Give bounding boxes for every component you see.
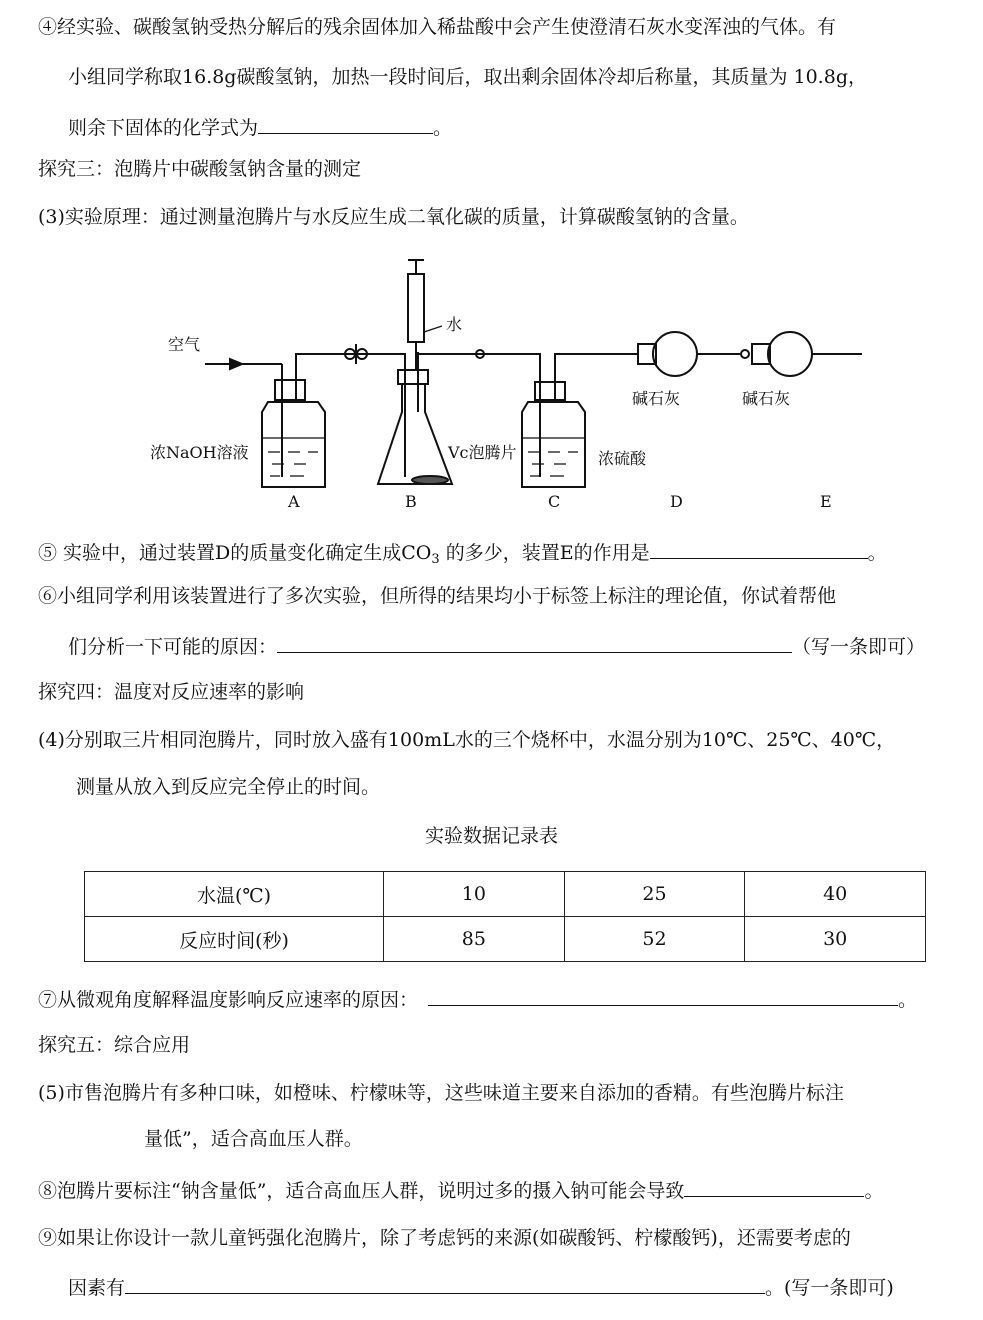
table-title: 实验数据记录表 xyxy=(424,825,558,847)
q6-line-1: ⑥小组同学利用该装置进行了多次实验，但所得的结果均小于标签上标注的理论值，你试着帮他 xyxy=(38,585,837,607)
q6-answer-blank[interactable] xyxy=(277,632,792,653)
q9-line-1: ⑨如果让你设计一款儿童钙强化泡腾片，除了考虑钙的来源(如碳酸钙、柠檬酸钙)，还需要考虑的 xyxy=(38,1227,851,1249)
row-label-temperature: 水温(℃) xyxy=(85,872,384,917)
drying-tube-e xyxy=(741,332,862,376)
section-3-title: 探究三：泡腾片中碳酸氢钠含量的测定 xyxy=(38,158,362,180)
q5-text-2: 的多少，装置E的作用是 xyxy=(439,542,650,564)
q9-note: 。(写一条即可) xyxy=(765,1277,894,1299)
time-cell-1: 85 xyxy=(384,917,565,962)
label-air: 空气 xyxy=(168,335,201,354)
table-row-time xyxy=(85,917,926,962)
tube-c-to-d xyxy=(555,354,630,372)
q5-text: ⑤ 实验中，通过装置D的质量变化确定生成CO xyxy=(38,542,432,564)
q8-text: ⑧泡腾片要标注“钠含量低”，适合高血压人群，说明过多的摄入钠可能会导致 xyxy=(38,1180,685,1202)
q7-line xyxy=(38,985,917,1013)
section-4-line-1: (4)分别取三片相同泡腾片，同时放入盛有100mL水的三个烧杯中，水温分别为10℃、25℃、40℃， xyxy=(38,729,896,751)
section-4-title: 探究四：温度对反应速率的影响 xyxy=(38,681,305,703)
vc-tablet-solid xyxy=(412,476,448,484)
flask-b xyxy=(378,352,452,484)
q8-end: 。 xyxy=(864,1180,884,1202)
time-cell-2: 52 xyxy=(564,917,745,962)
temp-cell-3: 40 xyxy=(745,872,926,917)
q5-line xyxy=(38,538,887,573)
air-arrow-icon xyxy=(230,359,242,369)
q4-line-3-end: 。 xyxy=(433,117,453,139)
q4-answer-blank[interactable] xyxy=(258,113,433,134)
time-cell-3: 30 xyxy=(745,917,926,962)
apparatus-diagram xyxy=(150,252,870,517)
temp-cell-2: 25 xyxy=(564,872,745,917)
q6-line-2 xyxy=(68,632,925,660)
q9-line-2 xyxy=(68,1273,894,1301)
q4-line-1: ④经实验、碳酸氢钠受热分解后的残余固体加入稀盐酸中会产生使澄清石灰水变浑浊的气体。有 xyxy=(38,16,837,38)
q9-text: 因素有 xyxy=(68,1277,126,1299)
tube-b-to-c xyxy=(418,352,540,382)
bottle-c xyxy=(522,372,585,487)
q9-answer-blank[interactable] xyxy=(125,1273,765,1294)
label-d: D xyxy=(670,492,683,511)
label-vc-tablet: Vc泡腾片 xyxy=(448,443,517,462)
q7-end: 。 xyxy=(898,989,918,1011)
q7-text: ⑦从微观角度解释温度影响反应速率的原因： xyxy=(38,989,419,1011)
q6-note: （写一条即可） xyxy=(792,636,926,658)
q8-line xyxy=(38,1176,883,1204)
bottle-a xyxy=(262,370,325,487)
tube-a-to-b xyxy=(296,354,405,370)
row-label-time: 反应时间(秒) xyxy=(85,917,384,962)
label-lime-d: 碱石灰 xyxy=(632,389,681,408)
label-b: B xyxy=(405,492,417,511)
label-water: 水 xyxy=(446,315,463,334)
q5-answer-blank[interactable] xyxy=(650,538,868,559)
label-c: C xyxy=(548,492,561,511)
section-5-title: 探究五：综合应用 xyxy=(38,1034,191,1056)
q6-text: 们分析一下可能的原因： xyxy=(68,636,278,658)
label-acid: 浓硫酸 xyxy=(598,449,647,468)
section-5-line-2: 量低”，适合高血压人群。 xyxy=(144,1128,363,1150)
section-4-line-2: 测量从放入到反应完全停止的时间。 xyxy=(76,776,381,798)
label-e: E xyxy=(820,492,832,511)
q4-line-3-text: 则余下固体的化学式为 xyxy=(68,117,259,139)
section-3-principle: (3)实验原理：通过测量泡腾片与水反应生成二氧化碳的质量，计算碳酸氢钠的含量。 xyxy=(38,206,749,228)
label-lime-e: 碱石灰 xyxy=(742,389,791,408)
q7-answer-blank[interactable] xyxy=(428,985,898,1006)
temp-cell-1: 10 xyxy=(384,872,565,917)
q8-answer-blank[interactable] xyxy=(684,1176,864,1197)
q4-line-2: 小组同学称取16.8g碳酸氢钠，加热一段时间后，取出剩余固体冷却后称量，其质量为 10.8g， xyxy=(68,66,867,88)
data-table xyxy=(84,871,926,962)
q4-line-3 xyxy=(68,113,452,141)
section-5-line-1: (5)市售泡腾片有多种口味，如橙味、柠檬味等，这些味道主要来自添加的香精。有些泡腾片标注 xyxy=(38,1082,844,1104)
q5-end: 。 xyxy=(867,542,887,564)
drying-tube-d xyxy=(630,332,740,376)
label-a: A xyxy=(288,492,300,511)
label-naoh: 浓NaOH溶液 xyxy=(150,443,249,462)
q5-subscript: 3 xyxy=(431,552,440,567)
table-row-temperature xyxy=(85,872,926,917)
